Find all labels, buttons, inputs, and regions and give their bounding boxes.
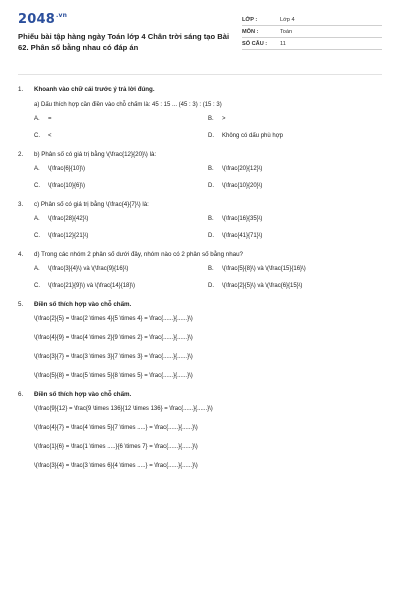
option-letter: B. [208,166,214,172]
option-letter: B. [208,116,214,122]
fill-in-line[interactable]: \(\frac{1}{6} = \frac{1 \times .....}{6 \times 7} = \frac{......}{......}\) [34,443,198,450]
meta-label: SỐ CÂU : [242,40,268,47]
option-text: \(\frac{20}{12}\) [222,166,263,172]
option-letter: C. [34,233,40,239]
question-text: b) Phân số có giá trị bằng \(\frac{12}{20}\) là: [34,151,157,158]
meta-row-subject [242,26,382,38]
question-4 [18,250,382,290]
option-text: \(\frac{6}{10}\) [48,166,86,172]
question-header [18,200,382,209]
header-divider [18,74,382,75]
meta-label: LỚP : [242,16,258,23]
question-number: 5. [18,301,24,308]
question-number: 3. [18,201,24,208]
option-letter: B. [208,216,214,222]
answer-option[interactable] [208,282,382,290]
fill-in-lines [34,314,382,380]
question-6 [18,390,382,470]
option-letter: D. [208,183,214,189]
question-header [18,150,382,159]
answer-option[interactable] [34,165,208,173]
option-text: \(\frac{10}{6}\) [48,183,86,189]
option-letter: A. [34,266,40,272]
logo-tld: .vn [55,12,68,19]
question-3 [18,200,382,240]
option-text: > [222,116,226,122]
answer-option[interactable] [208,232,382,240]
option-text: \(\frac{41}{71}\) [222,233,263,239]
option-text: \(\frac{5}{8}\) và \(\frac{15}{16}\) [222,266,306,272]
meta-row-grade [242,14,382,26]
question-header [18,390,382,399]
question-number: 4. [18,251,24,258]
document-title: Phiếu bài tập hàng ngày Toán lớp 4 Chân trời sáng tạo Bài 62. Phân số bằng nhau có đáp án [18,32,230,52]
answer-option[interactable] [34,232,208,240]
meta-value: 11 [280,40,286,47]
answer-option[interactable] [208,182,382,190]
option-text: = [48,116,52,122]
answer-option[interactable] [208,265,382,273]
question-number: 2. [18,151,24,158]
question-1 [18,85,382,140]
answer-option[interactable] [208,132,382,140]
question-text: d) Trong các nhóm 2 phân số dưới đây, nhóm nào có 2 phân số bằng nhau? [34,251,243,258]
fill-in-lines [34,404,382,470]
answer-option[interactable] [208,165,382,173]
answer-option[interactable] [34,215,208,223]
logo-text: 2048 [18,12,55,27]
meta-row-count [242,38,382,50]
question-text: c) Phân số có giá trị bằng \(\frac{4}{7}\) là: [34,201,149,208]
fill-in-line[interactable]: \(\frac{2}{5} = \frac{2 \times 4}{5 \times 4} = \frac{......}{......}\) [34,315,193,322]
answer-option[interactable] [208,115,382,123]
answer-option[interactable] [34,182,208,190]
answer-option[interactable] [208,215,382,223]
option-letter: C. [34,133,40,139]
answer-option[interactable] [34,115,208,123]
option-letter: C. [34,283,40,289]
option-letter: A. [34,166,40,172]
question-text: Khoanh vào chữ cái trước ý trả lời đúng. [34,86,155,93]
header-left [18,12,238,53]
answer-option[interactable] [34,132,208,140]
question-list [18,85,382,470]
question-header [18,85,382,94]
fill-in-line[interactable]: \(\frac{3}{7} = \frac{3 \times 3}{7 \times 3} = \frac{......}{......}\) [34,353,193,360]
option-text: \(\frac{3}{4}\) và \(\frac{9}{16}\) [48,266,129,272]
option-letter: A. [34,216,40,222]
option-letter: A. [34,116,40,122]
answer-option[interactable] [34,265,208,273]
question-number: 1. [18,86,24,93]
question-number: 6. [18,391,24,398]
meta-label: MÔN : [242,28,259,35]
header [18,12,382,72]
option-text: Không có dấu phù hợp [222,133,283,139]
option-text: < [48,133,52,139]
fill-in-line[interactable]: \(\frac{3}{4} = \frac{3 \times 6}{4 \times .....} = \frac{......}{......}\) [34,462,198,469]
question-text: Điền số thích hợp vào chỗ chấm. [34,301,132,308]
option-text: \(\frac{10}{20}\) [222,183,263,189]
question-subtext: a) Dấu thích hợp cần điền vào chỗ chấm là: 45 : 15 ... (45 : 3) : (15 : 3) [34,101,222,108]
fill-in-line[interactable]: \(\frac{4}{9} = \frac{4 \times 2}{9 \times 2} = \frac{......}{......}\) [34,334,193,341]
option-text: \(\frac{2}{5}\) và \(\frac{6}{15}\) [222,283,303,289]
meta-value: Lớp 4 [280,16,295,23]
option-letter: B. [208,266,214,272]
option-letter: D. [208,133,214,139]
fill-in-line[interactable]: \(\frac{9}{12} = \frac{9 \times 136}{12 \times 136} = \frac{......}{......}\) [34,405,213,412]
question-header [18,300,382,309]
meta-value: Toán [280,28,293,35]
option-text: \(\frac{21}{9}\) và \(\frac{14}{18}\) [48,283,136,289]
option-letter: D. [208,283,214,289]
fill-in-line[interactable]: \(\frac{5}{8} = \frac{5 \times 5}{8 \times 5} = \frac{......}{......}\) [34,372,193,379]
question-2 [18,150,382,190]
option-letter: D. [208,233,214,239]
question-text: Điền số thích hợp vào chỗ chấm. [34,391,132,398]
site-logo[interactable] [18,12,238,27]
fill-in-line[interactable]: \(\frac{4}{7} = \frac{4 \times 5}{7 \times .....} = \frac{......}{......}\) [34,424,198,431]
option-letter: C. [34,183,40,189]
answer-options [34,265,382,290]
answer-option[interactable] [34,282,208,290]
option-text: \(\frac{28}{42}\) [48,216,89,222]
option-text: \(\frac{16}{35}\) [222,216,263,222]
answer-options [34,115,382,140]
option-text: \(\frac{12}{21}\) [48,233,89,239]
meta-box [242,14,382,50]
question-header [18,250,382,259]
answer-options [34,165,382,190]
answer-options [34,215,382,240]
question-5 [18,300,382,380]
